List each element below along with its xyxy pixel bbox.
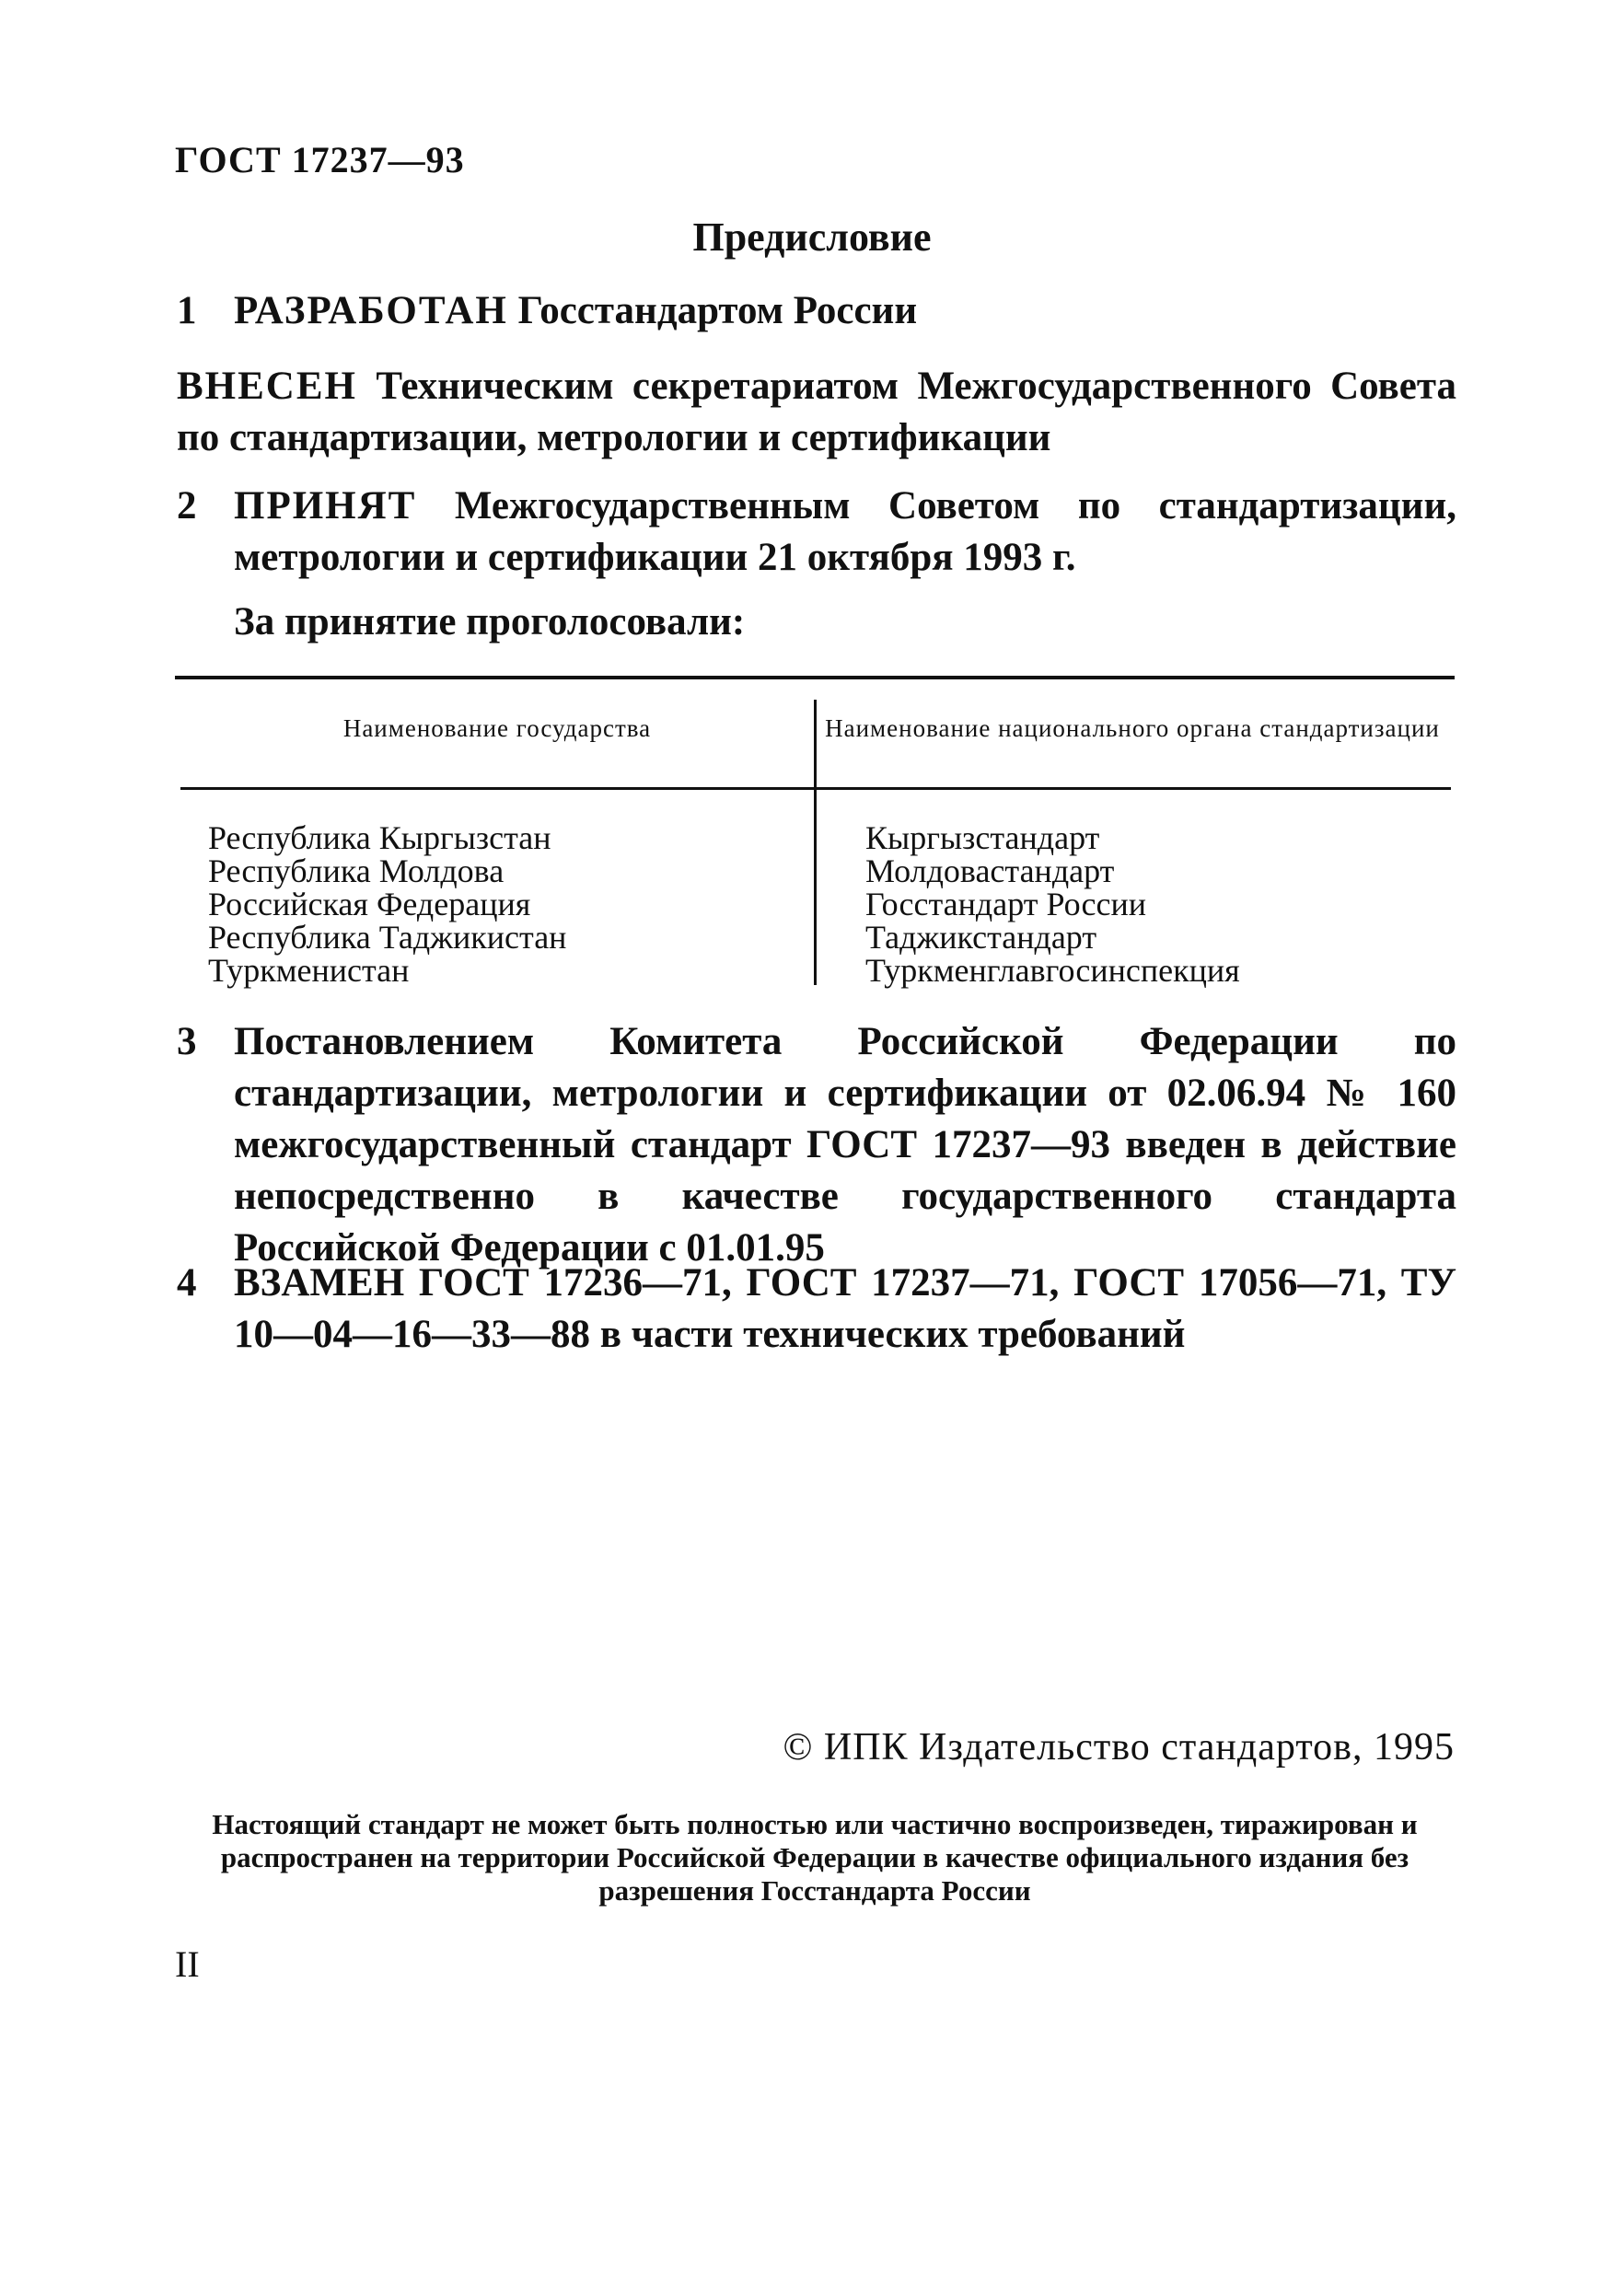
section-lead: ВНЕСЕН bbox=[177, 365, 357, 408]
table-cell-body: Молдовастандарт bbox=[865, 852, 1115, 889]
section-text: Госстандартом России bbox=[507, 289, 918, 332]
section-lead: РАЗРАБОТАН bbox=[234, 289, 508, 332]
table-cell-state: Республика Таджикистан bbox=[208, 919, 567, 956]
section-1 bbox=[177, 285, 1456, 337]
table-cell-state: Республика Молдова bbox=[208, 852, 505, 889]
document-code: ГОСТ 17237—93 bbox=[175, 139, 465, 180]
column-header-state: Наименование государства bbox=[342, 714, 652, 742]
section-lead: ПРИНЯТ bbox=[234, 484, 417, 528]
table-column-states bbox=[208, 821, 566, 987]
table-cell-body: Туркменглавгосинспекция bbox=[865, 952, 1240, 989]
section-3 bbox=[177, 1016, 1456, 1274]
section-1b bbox=[177, 361, 1456, 464]
section-number: 3 bbox=[177, 1020, 197, 1063]
section-number: 4 bbox=[177, 1261, 197, 1305]
table-column-bodies bbox=[865, 821, 1240, 987]
copyright-line: © ИПК Издательство стандартов, 1995 bbox=[783, 1726, 1455, 1768]
table-cell-body: Госстандарт России bbox=[865, 886, 1146, 922]
section-text: Постановлением Комитета Российской Федерации по стандартизации, метрологии и сертификации от 02.06.94 № 160 межгосударственный стандарт ГОСТ 17237—93 введен в действие непосредственно в качестве государственного стандарта Российской Федерации с 01.01.95 bbox=[234, 1020, 1456, 1270]
table-cell-state: Российская Федерация bbox=[208, 886, 531, 922]
section-2 bbox=[177, 481, 1456, 584]
column-header-body: Наименование национального органа стандартизации bbox=[825, 714, 1440, 742]
table-top-rule bbox=[175, 676, 1455, 679]
page-number: II bbox=[175, 1943, 200, 1985]
table-cell-state: Республика Кыргызстан bbox=[208, 819, 551, 856]
page-title: Предисловие bbox=[692, 215, 932, 260]
section-text: Техническим секретариатом Межгосударственного Совета по стандартизации, метрологии и сертификации bbox=[177, 365, 1456, 459]
vote-caption-wrap bbox=[177, 597, 1456, 648]
section-number: 1 bbox=[177, 289, 197, 332]
vote-caption: За принятие проголосовали: bbox=[234, 600, 746, 644]
section-text: Межгосударственным Советом по стандартизации, метрологии и сертификации 21 октября 1993 г. bbox=[234, 484, 1456, 579]
table-header-rule bbox=[180, 787, 1451, 790]
section-4 bbox=[177, 1258, 1456, 1361]
table-cell-body: Кыргызстандарт bbox=[865, 819, 1100, 856]
section-number: 2 bbox=[177, 484, 197, 528]
section-text: ВЗАМЕН ГОСТ 17236—71, ГОСТ 17237—71, ГОСТ 17056—71, ТУ 10—04—16—33—88 в части технических требований bbox=[234, 1261, 1456, 1356]
table-column-divider bbox=[814, 700, 817, 985]
table-cell-state: Туркменистан bbox=[208, 952, 410, 989]
reproduction-notice: Настоящий стандарт не может быть полностью или частично воспроизведен, тиражирован и распространен на территории Российской Федерации в качестве официального издания без разрешения Госстандарта России bbox=[212, 1808, 1418, 1907]
table-cell-body: Таджикстандарт bbox=[865, 919, 1097, 956]
